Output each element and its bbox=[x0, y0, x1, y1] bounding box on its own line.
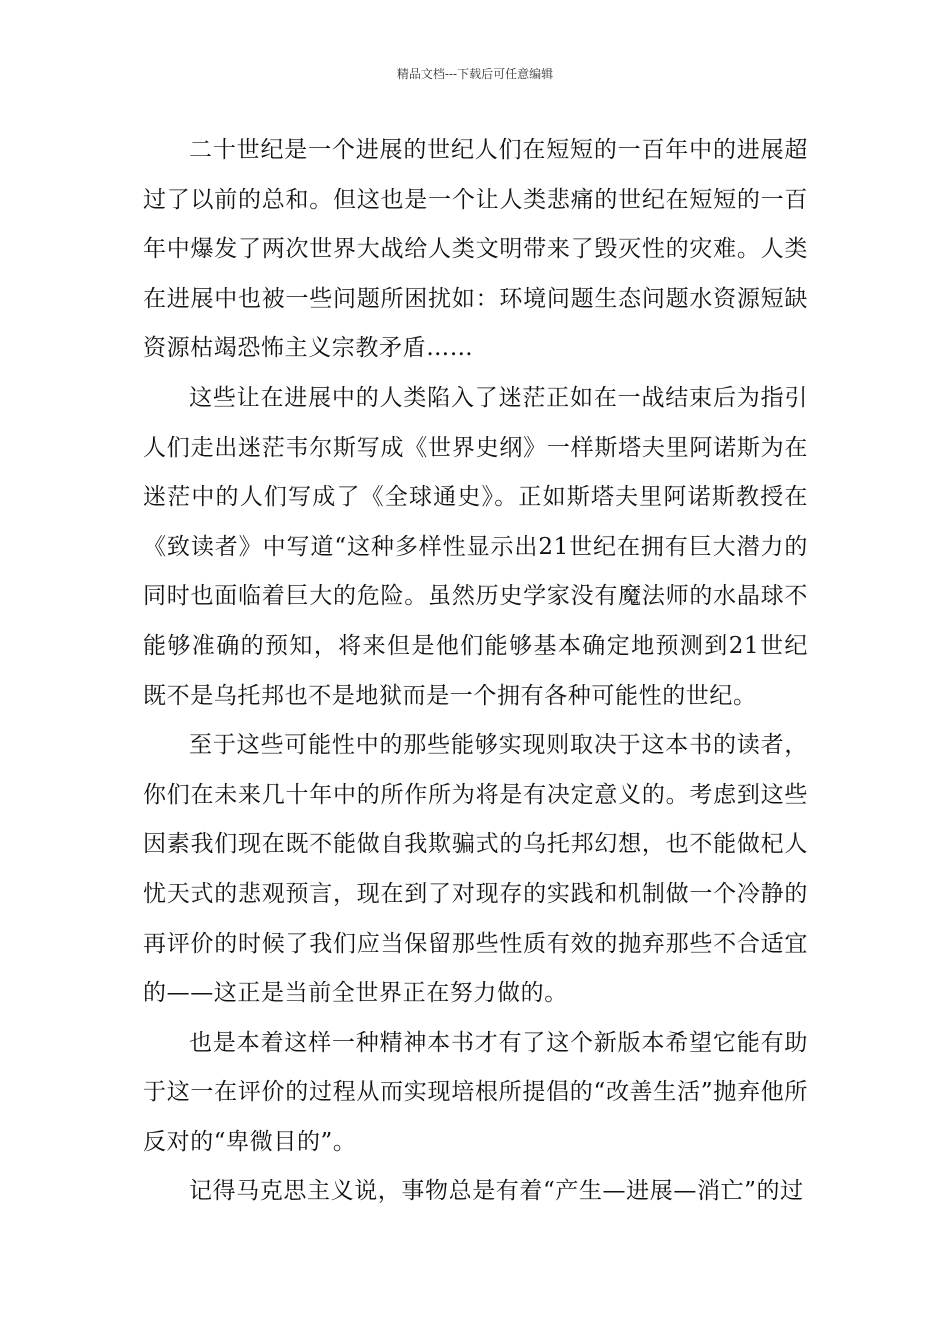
paragraph-5: 记得马克思主义说，事物总是有着“产生—进展—消亡”的过 bbox=[189, 1178, 804, 1205]
paragraph-1: 二十世纪是一个进展的世纪人们在短短的一百年中的进展超过了以前的总和。但这也是一个让人类悲痛的世纪在短短的一百年中爆发了两次世界大战给人类文明带来了毁灭性的灾难。人类在进展中也被一些问题所困扰如：环境问题生态问题水资源短缺资源枯竭恐怖主义宗教矛盾…… bbox=[143, 137, 808, 362]
paragraph-4: 也是本着这样一种精神本书才有了这个新版本希望它能有助于这一在评价的过程从而实现培根所提倡的“改善生活”抛弃他所反对的“卑微目的”。 bbox=[143, 1029, 808, 1155]
paragraph-2: 这些让在进展中的人类陷入了迷茫正如在一战结束后为指引人们走出迷茫韦尔斯写成《世界史纲》一样斯塔夫里阿诺斯为在迷茫中的人们写成了《全球通史》。正如斯塔夫里阿诺斯教授在《致读者》中写道“这种多样性显示出21世纪在拥有巨大潜力的同时也面临着巨大的危险。虽然历史学家没有魔法师的水晶球不能够准确的预知，将来但是他们能够基本确定地预测到21世纪既不是乌托邦也不是地狱而是一个拥有各种可能性的世纪。 bbox=[143, 384, 808, 709]
document-body bbox=[143, 126, 808, 1217]
paragraph-3: 至于这些可能性中的那些能够实现则取决于这本书的读者，你们在未来几十年中的所作所为将是有决定意义的。考虑到这些因素我们现在既不能做自我欺骗式的乌托邦幻想，也不能做杞人忧天式的悲观预言，现在到了对现存的实践和机制做一个冷静的再评价的时候了我们应当保留那些性质有效的抛弃那些不合适宜的——这正是当前全世界正在努力做的。 bbox=[143, 732, 808, 1007]
page-header: 精品文档---下载后可任意编辑 bbox=[396, 67, 554, 81]
